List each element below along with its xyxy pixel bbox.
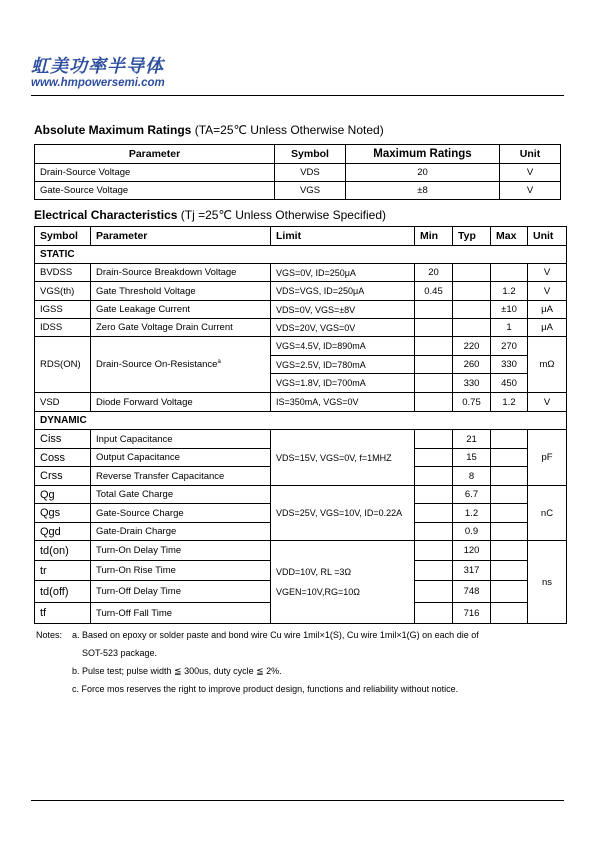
unit-cell: V xyxy=(500,182,561,200)
col-header-parameter: Parameter xyxy=(91,227,271,246)
symbol-cell: Qgs xyxy=(35,504,91,523)
table-row xyxy=(35,319,567,337)
parameter-cell: Turn-On Rise Time xyxy=(91,561,271,581)
limit-cell: VDS=15V, VGS=0V, f=1MHZ xyxy=(271,430,415,486)
min-cell xyxy=(415,449,453,467)
table-row xyxy=(35,337,567,356)
min-cell xyxy=(415,356,453,374)
max-cell xyxy=(491,561,528,581)
col-header-unit: Unit xyxy=(528,227,567,246)
parameter-cell: Drain-Source On-Resistance$^a$ xyxy=(91,337,271,393)
max-cell: 1.2 xyxy=(491,393,528,412)
table-row xyxy=(35,164,561,182)
limit-cell: VGS=1.8V, ID=700mA xyxy=(271,374,415,393)
parameter-cell: Gate-Drain Charge xyxy=(91,523,271,541)
min-cell xyxy=(415,393,453,412)
limit-cell: VGS=4.5V, ID=890mA xyxy=(271,337,415,356)
symbol-cell: RDS(ON) xyxy=(35,337,91,393)
parameter-cell: Gate Leakage Current xyxy=(91,301,271,319)
max-cell: 270 xyxy=(491,337,528,356)
section-label-dynamic: DYNAMIC xyxy=(35,412,567,430)
typ-cell: 6.7 xyxy=(453,486,491,504)
min-cell xyxy=(415,561,453,581)
rating-cell: ±8 xyxy=(346,182,500,200)
notes-label: Notes: xyxy=(36,630,63,640)
limit-cell xyxy=(271,541,415,624)
max-cell xyxy=(491,467,528,486)
typ-cell: 220 xyxy=(453,337,491,356)
header-divider xyxy=(31,95,564,96)
symbol-cell: tf xyxy=(35,603,91,624)
max-cell xyxy=(491,541,528,561)
symbol-cell: td(off) xyxy=(35,581,91,603)
symbol-cell: tr xyxy=(35,561,91,581)
symbol-cell: td(on) xyxy=(35,541,91,561)
abs-max-table xyxy=(34,144,561,200)
abs-max-title: Absolute Maximum Ratings (TA=25℃ Unless Otherwise Noted) xyxy=(34,123,384,137)
min-cell xyxy=(415,374,453,393)
typ-cell: 120 xyxy=(453,541,491,561)
symbol-cell: Ciss xyxy=(35,430,91,449)
limit-cell: IS=350mA, VGS=0V xyxy=(271,393,415,412)
typ-cell xyxy=(453,282,491,301)
max-cell: ±10 xyxy=(491,301,528,319)
max-cell xyxy=(491,603,528,624)
typ-cell: 1.2 xyxy=(453,504,491,523)
min-cell: 0.45 xyxy=(415,282,453,301)
footnote-mark: a xyxy=(217,358,221,365)
max-cell xyxy=(491,264,528,282)
max-cell xyxy=(491,449,528,467)
parameter-cell: Turn-On Delay Time xyxy=(91,541,271,561)
max-cell: 450 xyxy=(491,374,528,393)
max-cell xyxy=(491,581,528,603)
col-header-symbol: Symbol xyxy=(275,145,346,164)
parameter-cell: Drain-Source Voltage xyxy=(35,164,275,182)
table-row xyxy=(35,486,567,504)
unit-cell: V xyxy=(528,393,567,412)
min-cell xyxy=(415,430,453,449)
unit-cell: mΩ xyxy=(528,337,567,393)
typ-cell: 0.75 xyxy=(453,393,491,412)
parameter-cell: Reverse Transfer Capacitance xyxy=(91,467,271,486)
note-item: a. Based on epoxy or solder paste and bond wire Cu wire 1mil×1(S), Cu wire 1mil×1(G) on each die of xyxy=(72,630,479,640)
max-cell: 1 xyxy=(491,319,528,337)
col-header-max: Max xyxy=(491,227,528,246)
table-row xyxy=(35,541,567,561)
min-cell xyxy=(415,541,453,561)
elec-char-table xyxy=(34,226,567,624)
unit-cell: pF xyxy=(528,430,567,486)
note-item: SOT-523 package. xyxy=(82,648,158,658)
table-row xyxy=(35,393,567,412)
col-header-max-ratings: Maximum Ratings xyxy=(346,145,500,164)
limit-cell: VGS=0V, ID=250μA xyxy=(271,264,415,282)
limit-cell: VDS=25V, VGS=10V, ID=0.22A xyxy=(271,486,415,541)
max-cell: 1.2 xyxy=(491,282,528,301)
col-header-min: Min xyxy=(415,227,453,246)
parameter-cell: Input Capacitance xyxy=(91,430,271,449)
symbol-cell: VGS(th) xyxy=(35,282,91,301)
typ-cell: 748 xyxy=(453,581,491,603)
parameter-cell: Drain-Source Breakdown Voltage xyxy=(91,264,271,282)
max-cell xyxy=(491,504,528,523)
typ-cell: 330 xyxy=(453,374,491,393)
symbol-cell: VSD xyxy=(35,393,91,412)
min-cell xyxy=(415,486,453,504)
min-cell xyxy=(415,337,453,356)
min-cell xyxy=(415,523,453,541)
table-row xyxy=(35,182,561,200)
table-row xyxy=(35,264,567,282)
typ-cell: 0.9 xyxy=(453,523,491,541)
limit-cell: VGS=2.5V, ID=780mA xyxy=(271,356,415,374)
max-cell: 330 xyxy=(491,356,528,374)
limit-line: VDD=10V, RL =3Ω xyxy=(276,567,352,577)
typ-cell: 21 xyxy=(453,430,491,449)
typ-cell: 260 xyxy=(453,356,491,374)
symbol-cell: Coss xyxy=(35,449,91,467)
typ-cell xyxy=(453,319,491,337)
table-row xyxy=(35,301,567,319)
min-cell xyxy=(415,301,453,319)
parameter-cell: Turn-Off Fall Time xyxy=(91,603,271,624)
col-header-unit: Unit xyxy=(500,145,561,164)
footer-divider xyxy=(31,800,564,801)
table-row xyxy=(35,430,567,449)
symbol-cell: VGS xyxy=(275,182,346,200)
symbol-cell: BVDSS xyxy=(35,264,91,282)
min-cell xyxy=(415,581,453,603)
col-header-typ: Typ xyxy=(453,227,491,246)
max-cell xyxy=(491,523,528,541)
typ-cell: 716 xyxy=(453,603,491,624)
parameter-cell: Total Gate Charge xyxy=(91,486,271,504)
min-cell xyxy=(415,603,453,624)
min-cell: 20 xyxy=(415,264,453,282)
parameter-cell: Output Capacitance xyxy=(91,449,271,467)
min-cell xyxy=(415,467,453,486)
limit-cell: VDS=VGS, ID=250μA xyxy=(271,282,415,301)
unit-cell: μA xyxy=(528,301,567,319)
brand-name: 虹美功率半导体 xyxy=(31,56,164,77)
note-item: b. Pulse test; pulse width ≦ 300us, duty cycle ≦ 2%. xyxy=(72,666,282,676)
unit-cell: V xyxy=(528,282,567,301)
col-header-symbol: Symbol xyxy=(35,227,91,246)
typ-cell: 8 xyxy=(453,467,491,486)
unit-cell: ns xyxy=(528,541,567,624)
min-cell xyxy=(415,319,453,337)
table-row xyxy=(35,282,567,301)
parameter-cell: Gate Threshold Voltage xyxy=(91,282,271,301)
typ-cell xyxy=(453,264,491,282)
limit-cell: VDS=20V, VGS=0V xyxy=(271,319,415,337)
brand-logo xyxy=(31,57,165,90)
symbol-cell: Crss xyxy=(35,467,91,486)
parameter-cell: Diode Forward Voltage xyxy=(91,393,271,412)
parameter-cell: Gate-Source Voltage xyxy=(35,182,275,200)
limit-cell: VDS=0V, VGS=±8V xyxy=(271,301,415,319)
symbol-cell: IDSS xyxy=(35,319,91,337)
unit-cell: μA xyxy=(528,319,567,337)
typ-cell: 15 xyxy=(453,449,491,467)
col-header-limit: Limit xyxy=(271,227,415,246)
elec-char-title: Electrical Characteristics (Tj =25℃ Unless Otherwise Specified) xyxy=(34,208,386,222)
unit-cell: V xyxy=(500,164,561,182)
typ-cell: 317 xyxy=(453,561,491,581)
limit-line: VGEN=10V,RG=10Ω xyxy=(276,587,360,597)
unit-cell: nC xyxy=(528,486,567,541)
parameter-cell: Gate-Source Charge xyxy=(91,504,271,523)
unit-cell: V xyxy=(528,264,567,282)
symbol-cell: Qgd xyxy=(35,523,91,541)
rating-cell: 20 xyxy=(346,164,500,182)
symbol-cell: Qg xyxy=(35,486,91,504)
typ-cell xyxy=(453,301,491,319)
symbol-cell: VDS xyxy=(275,164,346,182)
symbol-cell: IGSS xyxy=(35,301,91,319)
parameter-cell: Turn-Off Delay Time xyxy=(91,581,271,603)
section-label-static: STATIC xyxy=(35,246,567,264)
max-cell xyxy=(491,486,528,504)
min-cell xyxy=(415,504,453,523)
col-header-parameter: Parameter xyxy=(35,145,275,164)
parameter-cell: Zero Gate Voltage Drain Current xyxy=(91,319,271,337)
note-item: c. Force mos reserves the right to improve product design, functions and reliability without notice. xyxy=(72,684,459,694)
brand-url: www.hmpowersemi.com xyxy=(31,77,165,89)
max-cell xyxy=(491,430,528,449)
notes xyxy=(36,626,556,698)
